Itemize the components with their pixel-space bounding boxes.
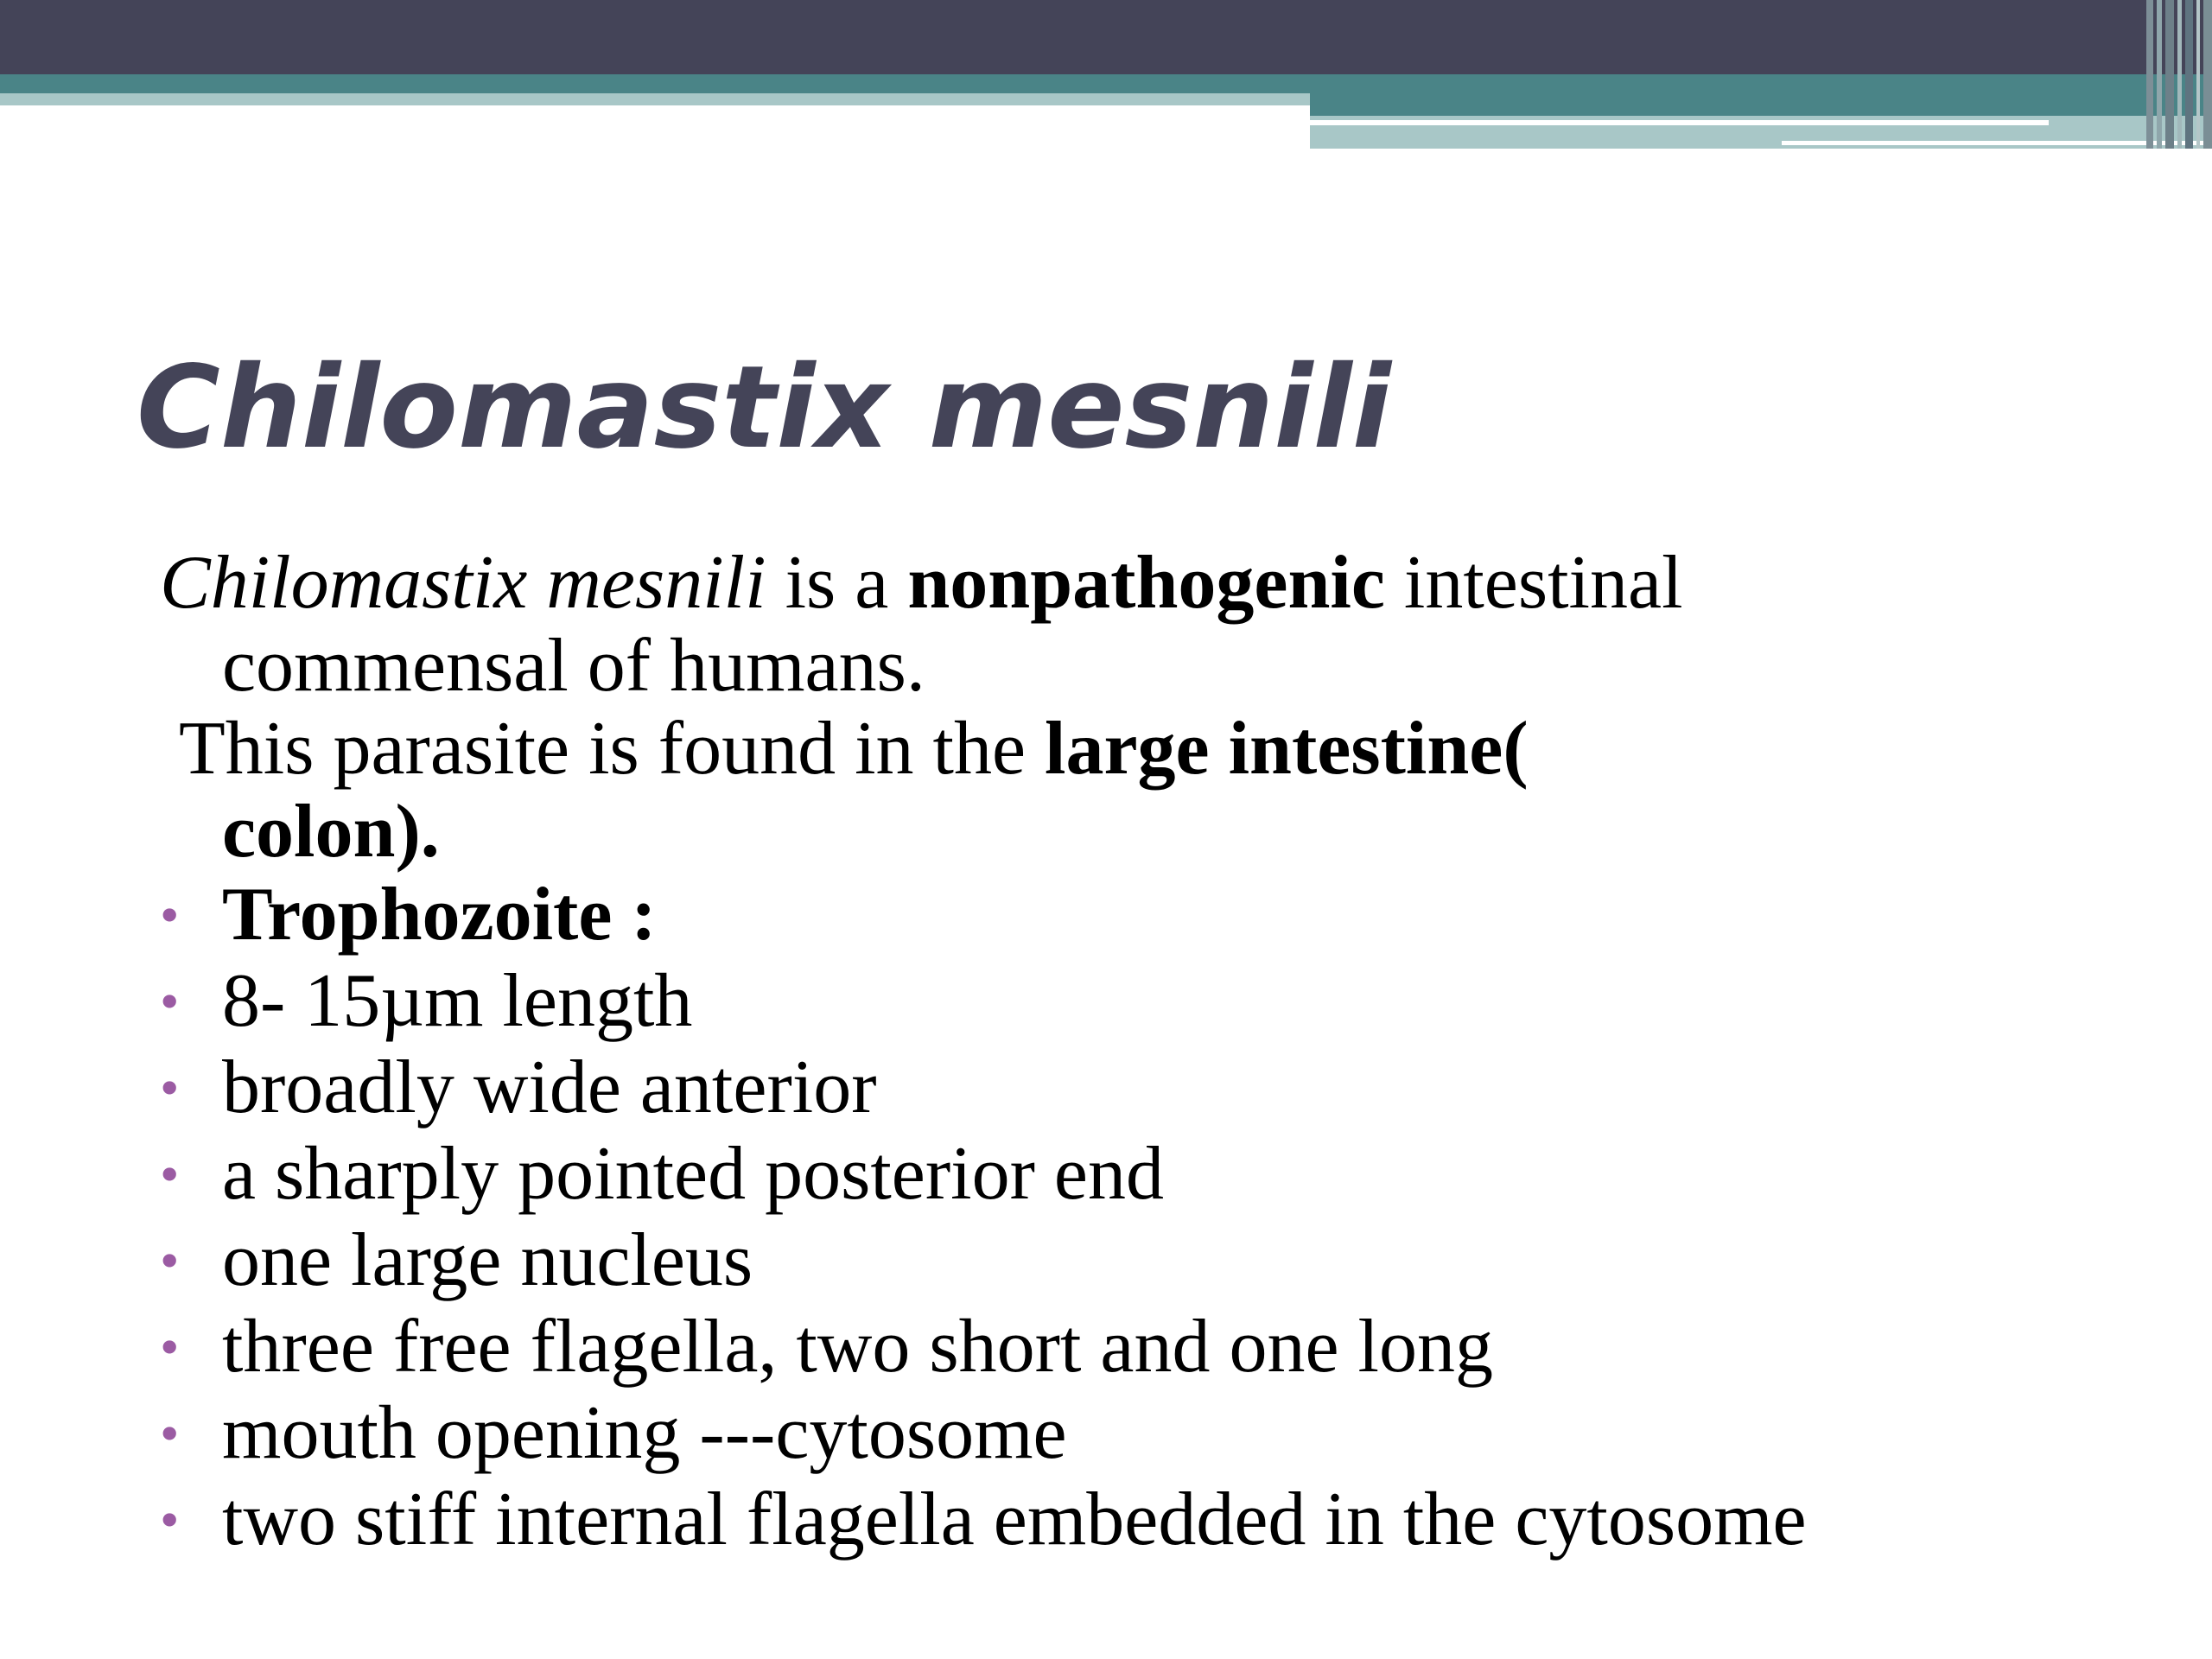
bullet-icon: • <box>160 1143 180 1205</box>
list-item-label: three free flagella, two short and one long <box>222 1305 1493 1389</box>
slide-body <box>160 540 2173 1563</box>
para1-text-post: intestinal <box>1384 541 1683 625</box>
list-item-label: one large nucleus <box>222 1218 753 1302</box>
list-item <box>160 1217 2173 1304</box>
para2-emphasis: large intestine( <box>1045 707 1529 791</box>
slide-title: Chilomastix mesnili <box>137 341 1391 474</box>
header-right-teal-bar <box>1310 93 2212 116</box>
bullet-icon: • <box>160 1489 180 1550</box>
list-item <box>160 1045 2173 1131</box>
species-name: Chilomastix mesnili <box>160 541 766 625</box>
paragraph-2 <box>160 706 2173 792</box>
bullet-icon: • <box>160 1057 180 1118</box>
header-white-line <box>1310 120 2049 125</box>
bullet-icon: • <box>160 1316 180 1377</box>
header-pale-bar <box>0 93 1310 105</box>
list-item <box>160 1131 2173 1217</box>
bullet-icon: • <box>160 1402 180 1464</box>
paragraph-2-continuation: colon). <box>222 790 440 874</box>
list-item-label: a sharply pointed posterior end <box>222 1132 1164 1216</box>
list-item-label: mouth opening ---cytosome <box>222 1391 1067 1475</box>
list-item-label: Trophozoite : <box>222 873 657 957</box>
paragraph-1 <box>160 540 2173 626</box>
para1-text-pre: is a <box>766 541 908 625</box>
list-item <box>160 1304 2173 1390</box>
para2-text-pre: This parasite is found in the <box>179 707 1046 791</box>
list-item <box>160 1390 2173 1477</box>
list-item-label: 8- 15µm length <box>222 959 693 1043</box>
paragraph-1-continuation: commensal of humans. <box>222 624 925 708</box>
list-item <box>160 958 2173 1045</box>
list-item <box>160 872 2173 958</box>
header-dark-bar <box>0 0 2212 74</box>
header-vertical-stripes <box>2146 0 2212 149</box>
header-teal-bar <box>0 74 2212 93</box>
bullet-icon: • <box>160 1230 180 1291</box>
para1-emphasis: nonpathogenic <box>907 541 1385 625</box>
list-item-label: two stiff internal flagella embedded in the cytosome <box>222 1478 1807 1561</box>
bullet-icon: • <box>160 970 180 1032</box>
bullet-icon: • <box>160 884 180 945</box>
list-item-label: broadly wide anterior <box>222 1046 877 1129</box>
list-item <box>160 1477 2173 1563</box>
